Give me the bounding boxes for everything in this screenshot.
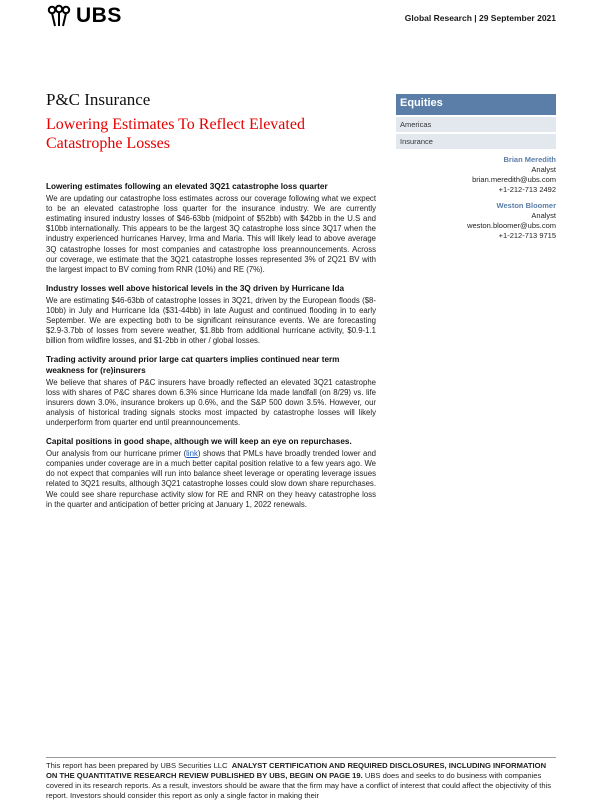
region-label: Americas [396,117,556,132]
section [46,284,376,347]
analyst-phone: +1-212-713 2492 [498,185,556,194]
ubs-logo [46,4,122,28]
analyst-name: Weston Bloomer [496,201,556,210]
section-paragraph: We believe that shares of P&C insurers have broadly reflected an elevated 3Q21 catastrophe loss with shares of P&C shares down 6.3% since Hurricane Ida made landfall (on 8/29) vs. life insurers down 3.0%, insurance brokers up 0.6%, and the S&P 500 down 3.5%. However, our analysis of historical trading signals stocks most impacted by catastrophe losses will likely underperform from quarter end until preannouncements. [46,377,376,427]
industry-label: Insurance [396,134,556,149]
section-heading: Industry losses well above historical levels in the 3Q driven by Hurricane Ida [46,283,345,293]
paragraph-text-pre: Our analysis from our hurricane primer ( [46,449,187,459]
report-body [46,182,376,519]
analyst-email[interactable]: brian.meredith@ubs.com [472,175,556,184]
report-headline [46,115,366,153]
disclosure-footer [46,757,556,801]
analyst-role: Analyst [531,211,556,220]
analyst-phone: +1-212-713 9715 [498,231,556,240]
section [46,182,376,275]
section [46,437,376,510]
paragraph-text-post: ) shows that PMLs have broadly trended lower and companies under coverage are in a much better capital position relative to a few years ago. We do not expect that companies will run into balance sheet leverage or operating leverage issues related to 3Q21 results, although 3Q21 catastrophe losses could slow down share repurchases. We could see share repurchase activity slow for RE and RNR on they heavy catastrophe loss in the quarter and anticipation of better pricing at January 1, 2022 renewals. [46,449,376,509]
section-heading: Trading activity around prior large cat quarters implies continued near term weakness for (re)insurers [46,355,340,375]
sidebar [396,94,556,149]
section-heading: Capital positions in good shape, although we will keep an eye on repurchases. [46,437,352,447]
footer-certification: ANALYST CERTIFICATION AND REQUIRED DISCLOSURES, INCLUDING INFORMATION ON THE QUANTITATIVE RESEARCH REVIEW PUBLISHED BY UBS, BEGIN ON PAGE 19. [46,761,547,780]
analyst-contacts [467,155,556,241]
footer-lead: This report has been prepared by UBS Securities LLC [46,761,228,770]
section-paragraph: We are updating our catastrophe loss estimates across our coverage following what we expect to be an elevated catastrophe loss quarter for the insurance industry. We are currently estimating insured industry losses of $46-63bb (midpoint of $52bb) with $42bb in the U.S and $10bb internationally. This appears to be the largest 3Q catastrophe loss since 3Q17 when the industry experienced hurricanes Harvey, Irma and Maria. This will likely lead to above average 3Q catastrophe losses for most companies and catastrophe loss preannouncements. Across our coverage, we estimate that the 3Q21 catastrophe losses represented 3% of 2Q21 BV with the largest impact to BV coming from RNR (10%) and RE (7%). [46,194,376,274]
keys-logo-icon [46,4,72,28]
section-paragraph: We are estimating $46-63bb of catastrophe losses in 3Q21, driven by the European floods ($8-10bb) in July and Hurricane Ida ($31-44bb) in late August and continued flooding in to early September. We are expecting both to be significant reinsurance events. We are forecasting $2.9-3.7bb of losses from severe weather, $1.8bb from additional hurricane activity, $0.9-1.1 billion from wildfire losses, and $1-2bb in other / global losses. [46,295,376,346]
equities-banner: Equities [396,94,556,115]
analyst-name: Brian Meredith [503,155,556,164]
brand-wordmark: UBS [76,4,122,27]
section [46,355,376,428]
hurricane-primer-link[interactable]: link [186,449,198,459]
section-heading: Lowering estimates following an elevated 3Q21 catastrophe loss quarter [46,182,328,191]
report-meta: Global Research | 29 September 2021 [404,13,556,23]
headline-line-1: Lowering Estimates To Reflect Elevated [46,116,305,133]
analyst-role: Analyst [531,165,556,174]
headline-line-2: Catastrophe Losses [46,135,170,152]
analyst-email[interactable]: weston.bloomer@ubs.com [467,221,556,230]
sector-title: P&C Insurance [46,90,151,109]
analyst-card [467,155,556,195]
section-paragraph [46,449,376,510]
analyst-card [467,201,556,241]
footer-rest: UBS does and seeks to do business with companies covered in its research reports. As a result, investors should be aware that the firm may have a conflict of interest that could affect the objectivity of this report. Investors should consider this report as only a single factor in making their [46,771,552,800]
